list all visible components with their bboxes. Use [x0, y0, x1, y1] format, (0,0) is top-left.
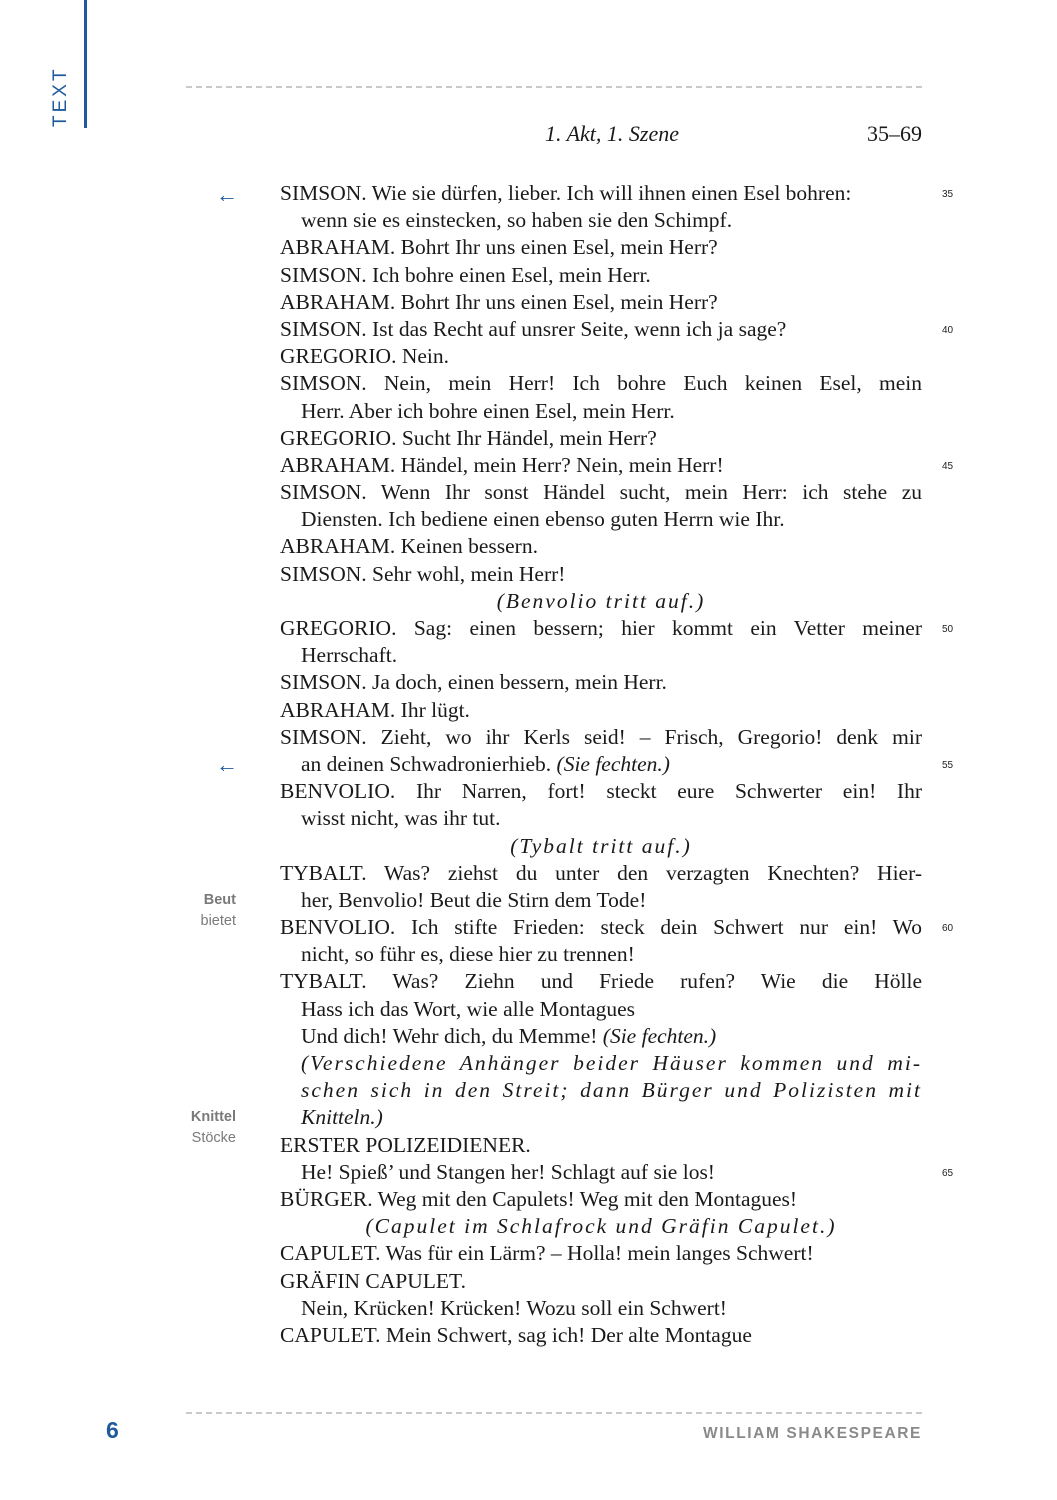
text-line — [280, 860, 922, 887]
gloss-knittel — [191, 1107, 236, 1149]
line-text: (Tybalt tritt auf.) — [510, 833, 692, 858]
text-line — [280, 234, 922, 261]
line-text: BÜRGER. Weg mit den Capulets! Weg mit den Montagues! — [280, 1186, 798, 1211]
line-text: GREGORIO. Sag: einen bessern; hier kommt ein Vetter meiner — [280, 616, 922, 640]
line-text: Herr. Aber ich bohre einen Esel, mein Herr. — [301, 398, 675, 423]
line-text: schen sich in den Streit; dann Bürger und Polizisten mit — [301, 1078, 922, 1103]
line-text: Diensten. Ich bediene einen ebenso guten Herrn wie Ihr. — [301, 507, 785, 532]
line-text: nicht, so führ es, diese hier zu trennen! — [301, 942, 635, 967]
stage-direction: (Sie fechten.) — [556, 751, 670, 776]
stage-direction — [280, 1050, 922, 1077]
stage-direction — [280, 1104, 922, 1131]
text-line — [280, 642, 922, 669]
line-text: ERSTER POLIZEIDIENER. — [280, 1132, 531, 1157]
top-dashed-rule — [186, 86, 922, 88]
arrow-left-icon[interactable]: ← — [216, 752, 238, 777]
scene-heading: 1. Akt, 1. Szene — [544, 121, 679, 146]
arrow-left-icon[interactable]: ← — [216, 182, 238, 207]
line-text: He! Spieß’ und Stangen her! Schlagt auf sie los! — [301, 1159, 715, 1184]
line-number: 55 — [942, 759, 954, 771]
line-text: SIMSON. Nein, mein Herr! Ich bohre Euch keinen Esel, mein — [280, 371, 922, 396]
gloss-meaning: Stöcke — [191, 1130, 236, 1146]
text-line — [280, 316, 954, 343]
page-number: 6 — [106, 1417, 119, 1443]
line-text: an deinen Schwadronierhieb. — [301, 751, 552, 776]
line-text: BENVOLIO. Ihr Narren, fort! steckt eure Schwerter ein! Ihr — [280, 779, 922, 804]
text-line — [280, 1322, 922, 1349]
text-line — [280, 398, 922, 425]
stage-direction — [280, 833, 922, 860]
text-line — [280, 1295, 922, 1322]
line-number: 65 — [942, 1167, 954, 1179]
line-text: BENVOLIO. Ich stifte Frieden: steck dein Schwert nur ein! Wo — [280, 915, 922, 940]
text-line — [280, 207, 922, 234]
text-line — [280, 914, 954, 941]
running-head — [186, 118, 922, 150]
gloss-beut — [201, 890, 236, 932]
line-text: (Benvolio tritt auf.) — [496, 588, 706, 613]
line-text: ABRAHAM. Keinen bessern. — [280, 534, 538, 559]
section-label: TEXT — [50, 66, 71, 127]
line-number: 40 — [942, 324, 954, 336]
text-line — [280, 751, 954, 778]
line-text: SIMSON. Wie sie dürfen, lieber. Ich will ihnen einen Esel bohren: — [280, 181, 852, 205]
line-text: GREGORIO. Nein. — [280, 344, 449, 369]
line-text: TYBALT. Was? ziehst du unter den verzagten Knechten? Hier- — [280, 860, 922, 885]
text-line — [280, 1240, 922, 1267]
line-text: SIMSON. Ist das Recht auf unsrer Seite, wenn ich ja sage? — [280, 316, 787, 341]
stage-direction: (Sie fechten.) — [602, 1023, 717, 1048]
gloss-meaning: bietet — [200, 913, 236, 929]
line-text: her, Benvolio! Beut die Stirn dem Tode! — [301, 887, 647, 912]
text-line — [280, 479, 922, 506]
text-line — [280, 370, 922, 397]
line-number: 35 — [942, 189, 954, 200]
line-text: wisst nicht, was ihr tut. — [301, 806, 501, 831]
text-line — [280, 941, 922, 968]
text-line — [280, 180, 954, 207]
text-line — [280, 533, 922, 560]
play-text — [280, 180, 954, 1349]
line-text: SIMSON. Wenn Ihr sonst Händel sucht, mein Herr: ich stehe zu — [280, 480, 922, 505]
text-line — [280, 506, 922, 533]
stage-direction — [280, 1213, 922, 1240]
text-line — [280, 669, 922, 696]
line-text: ABRAHAM. Bohrt Ihr uns einen Esel, mein Herr? — [280, 235, 718, 260]
text-line — [280, 615, 954, 642]
line-text: SIMSON. Ich bohre einen Esel, mein Herr. — [280, 262, 651, 287]
text-line — [280, 1186, 922, 1213]
text-line — [280, 1268, 922, 1295]
line-text: (Verschiedene Anhänger beider Häuser kommen und mi- — [301, 1051, 922, 1075]
text-line — [280, 996, 922, 1023]
text-line — [280, 805, 922, 832]
line-text: GREGORIO. Sucht Ihr Händel, mein Herr? — [280, 425, 657, 450]
text-line — [280, 1023, 922, 1050]
line-text: Nein, Krücken! Krücken! Wozu soll ein Schwert! — [301, 1295, 727, 1320]
line-text: ABRAHAM. Ihr lügt. — [280, 697, 470, 722]
text-line — [280, 697, 922, 724]
line-text: Hass ich das Wort, wie alle Montagues — [301, 996, 636, 1021]
text-line — [280, 561, 922, 588]
text-line — [280, 968, 922, 995]
line-range: 35–69 — [867, 121, 922, 146]
line-text: TYBALT. Was? Ziehn und Friede rufen? Wie die Hölle — [280, 969, 922, 994]
line-text: wenn sie es einstecken, so haben sie den Schimpf. — [301, 208, 733, 233]
text-line — [280, 1159, 954, 1186]
text-line — [280, 425, 922, 452]
line-number: 45 — [942, 460, 954, 472]
gloss-term: Knittel — [190, 1109, 236, 1125]
gloss-term: Beut — [203, 892, 236, 908]
author-name: WILLIAM SHAKESPEARE — [703, 1425, 922, 1442]
text-line — [280, 887, 922, 914]
text-line — [280, 724, 922, 751]
stage-direction — [280, 588, 922, 615]
line-number: 60 — [942, 923, 954, 935]
text-line — [280, 452, 954, 479]
line-text: CAPULET. Mein Schwert, sag ich! Der alte Montague — [280, 1322, 752, 1347]
line-text: CAPULET. Was für ein Lärm? – Holla! mein langes Schwert! — [280, 1241, 814, 1266]
line-text: (Capulet im Schlafrock und Gräfin Capulet.) — [365, 1214, 837, 1239]
line-text: ABRAHAM. Bohrt Ihr uns einen Esel, mein Herr? — [280, 289, 718, 314]
line-text: ABRAHAM. Händel, mein Herr? Nein, mein Herr! — [280, 452, 724, 477]
line-number: 50 — [942, 624, 954, 635]
text-line — [280, 289, 922, 316]
text-line — [280, 343, 922, 370]
text-line — [280, 778, 922, 805]
text-line — [280, 262, 922, 289]
line-text: SIMSON. Sehr wohl, mein Herr! — [280, 561, 566, 586]
line-text: SIMSON. Ja doch, einen bessern, mein Herr. — [280, 670, 667, 695]
text-line — [280, 1132, 922, 1159]
bottom-dashed-rule — [186, 1412, 922, 1414]
line-text: Und dich! Wehr dich, du Memme! — [301, 1023, 598, 1048]
line-text: Herrschaft. — [301, 643, 398, 668]
line-text: GRÄFIN CAPULET. — [280, 1268, 466, 1293]
line-text: SIMSON. Zieht, wo ihr Kerls seid! – Frisch, Gregorio! denk mir — [280, 724, 922, 749]
line-text: Knitteln.) — [301, 1105, 383, 1130]
side-accent-bar — [84, 0, 87, 128]
stage-direction — [280, 1077, 922, 1104]
